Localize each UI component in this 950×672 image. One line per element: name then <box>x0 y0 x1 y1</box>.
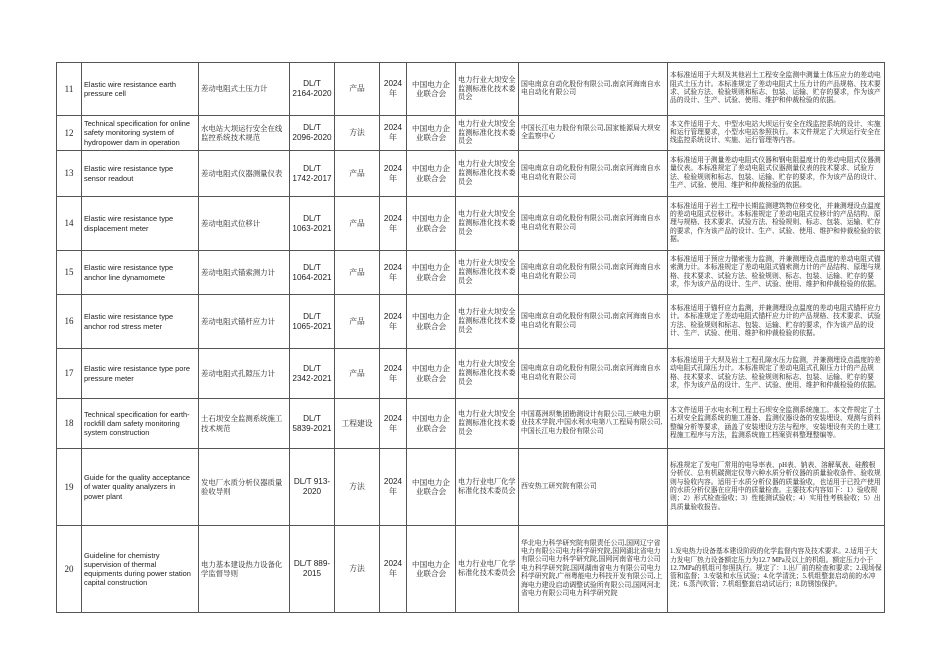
standard-type-cell: 产品 <box>335 197 380 251</box>
standard-type-cell: 方法 <box>335 449 380 526</box>
publishing-body-cell: 中国电力企业联合会 <box>407 295 456 349</box>
plan-year-cell: 2024年 <box>380 449 407 526</box>
technical-committee-cell: 电力行业大坝安全监测标准化技术委员会 <box>456 151 519 197</box>
standard-code-cell: DL/T 5839-2021 <box>290 399 335 449</box>
scope-description-cell: 本标准适用于大坝及岩土工程孔隙水压力监测，并兼测埋设点温度的差动电阻式孔隙压力计。本标准规定了差动电阻式孔隙压力计的产品规格、技术要求、试验方法、检验规则和标志、包装、运输、贮存的要求，作为该产品的设计、生产、试验、使用、维护和仲裁检验的依据。 <box>668 349 885 399</box>
table-row <box>57 251 885 295</box>
publishing-body-cell: 中国电力企业联合会 <box>407 349 456 399</box>
drafting-organizations-cell: 中国长江电力股份有限公司,国家能源局大坝安全监察中心 <box>519 116 668 151</box>
scope-description-cell: 本标准适用于大坝及其他岩土工程安全监测中测量土体压应力的差动电阻式土压力计。本标准规定了差动电阻式土压力计的产品规格、技术要求、试验方法、检验规则和标志、包装、运输、贮存的要求，作为该产品的设计、生产、试验、使用、维护和仲裁检验的依据。 <box>668 63 885 116</box>
row-number-cell: 15 <box>57 251 82 295</box>
chinese-title-cell: 差动电阻式锚索测力计 <box>199 251 290 295</box>
standard-code-cell: DL/T 1063-2021 <box>290 197 335 251</box>
english-title-cell: Guide for the quality acceptance of water quality analyzers in power plant <box>82 449 199 526</box>
standard-code-cell: DL/T 2164-2020 <box>290 63 335 116</box>
chinese-title-cell: 差动电阻式孔隙压力计 <box>199 349 290 399</box>
table-row <box>57 295 885 349</box>
drafting-organizations-cell: 国电南京自动化股份有限公司,南京河海南自水电自动化有限公司 <box>519 251 668 295</box>
plan-year-cell: 2024年 <box>380 63 407 116</box>
table-row <box>57 399 885 449</box>
row-number-cell: 11 <box>57 63 82 116</box>
technical-committee-cell: 电力行业电厂化学标准化技术委员会 <box>456 526 519 613</box>
drafting-organizations-cell: 西安热工研究院有限公司 <box>519 449 668 526</box>
publishing-body-cell: 中国电力企业联合会 <box>407 526 456 613</box>
row-number-cell: 16 <box>57 295 82 349</box>
table-row <box>57 197 885 251</box>
standard-type-cell: 产品 <box>335 295 380 349</box>
english-title-cell: Elastic wire resistance type sensor readout <box>82 151 199 197</box>
row-number-cell: 19 <box>57 449 82 526</box>
standard-type-cell: 工程建设 <box>335 399 380 449</box>
publishing-body-cell: 中国电力企业联合会 <box>407 151 456 197</box>
chinese-title-cell: 差动电阻式锚杆应力计 <box>199 295 290 349</box>
english-title-cell: Technical specification for earth-rockfill dam safety monitoring system construction <box>82 399 199 449</box>
standard-type-cell: 产品 <box>335 349 380 399</box>
chinese-title-cell: 差动电阻式仪器测量仪表 <box>199 151 290 197</box>
standard-type-cell: 产品 <box>335 63 380 116</box>
publishing-body-cell: 中国电力企业联合会 <box>407 449 456 526</box>
plan-year-cell: 2024年 <box>380 526 407 613</box>
standard-type-cell: 方法 <box>335 526 380 613</box>
standard-type-cell: 产品 <box>335 151 380 197</box>
plan-year-cell: 2024年 <box>380 151 407 197</box>
scope-description-cell: 本标准适用于预应力锚索张力监测，并兼测埋设点温度的差动电阻式锚索测力计。本标准规定了差动电阻式锚索测力计的产品结构、原理与规格、技术要求、试验方法、检验规则、标志、包装、运输、贮存的要求，作为该产品的设计、生产、试验、使用、维护和仲裁检验的依据。 <box>668 251 885 295</box>
chinese-title-cell: 发电厂水质分析仪器质量验收导则 <box>199 449 290 526</box>
plan-year-cell: 2024年 <box>380 116 407 151</box>
technical-committee-cell: 电力行业大坝安全监测标准化技术委员会 <box>456 295 519 349</box>
publishing-body-cell: 中国电力企业联合会 <box>407 116 456 151</box>
scope-description-cell: 本标准适用于测量差动电阻式仪器和钢电阻温度计的差动电阻式仪器测量仪表。本标准规定了差动电阻式仪器测量仪表的技术要求、试验方法、检验规则和标志、包装、运输、贮存的要求，作为该产品的设计、生产、试验、使用、维护和仲裁检验的依据。 <box>668 151 885 197</box>
table-row <box>57 116 885 151</box>
table-row <box>57 526 885 613</box>
scope-description-cell: 本文件适用于水电水利工程土石坝安全监测系统施工。本文件规定了土石坝安全监测系统的施工准备、监测仪器设备的安装埋设、观测与资料整编分析等要求，涵盖了安装埋设方法与程序，安装埋设有关的土建工程施工程序与方法，监测系统施工档案资料整理整编等。 <box>668 399 885 449</box>
standard-type-cell: 方法 <box>335 116 380 151</box>
standard-code-cell: DL/T 1065-2021 <box>290 295 335 349</box>
table-body <box>57 63 885 613</box>
plan-year-cell: 2024年 <box>380 197 407 251</box>
technical-committee-cell: 电力行业大坝安全监测标准化技术委员会 <box>456 197 519 251</box>
plan-year-cell: 2024年 <box>380 349 407 399</box>
drafting-organizations-cell: 华北电力科学研究院有限责任公司,国网辽宁省电力有限公司电力科学研究院,国网湖北省电力有限公司电力科学研究院,国网河南省电力公司电力科学研究院,国网湖南省电力有限公司电力科学研究院,广州粤能电力科技开发有限公司,上海电力建设启动调整试验所有限公司,国网河北省电力有限公司电力科学研究院 <box>519 526 668 613</box>
technical-committee-cell: 电力行业大坝安全监测标准化技术委员会 <box>456 251 519 295</box>
scope-description-cell: 1.发电热力设备基本建设阶段的化学监督内容及技术要求。2.适用于大力发电厂热力设备额定压力为12.7 MPa及以上的机组。额定压力小于12.7MPa的机组可参照执行。规定了：1.出厂前的检查和要求；2.现场保管和监督；3.安装和水压试验；4.化学清洗；5.机组整套启动前的水冲洗；6.蒸汽吹管；7.机组整套启动试运行；8.防锈蚀保护。 <box>668 526 885 613</box>
drafting-organizations-cell: 国电南京自动化股份有限公司,南京河海南自水电自动化有限公司 <box>519 63 668 116</box>
scope-description-cell: 本标准适用于锚杆应力监测，并兼测埋设点温度的差动电阻式锚杆应力计。本标准规定了差动电阻式锚杆应力计的产品规格、技术要求、试验方法、检验规则和标志、包装、运输、贮存的要求，作为该产品的设计、生产、试验、使用、维护和仲裁检验的依据。 <box>668 295 885 349</box>
english-title-cell: Elastic wire resistance type anchor rod stress meter <box>82 295 199 349</box>
standard-code-cell: DL/T 1064-2021 <box>290 251 335 295</box>
technical-committee-cell: 电力行业大坝安全监测标准化技术委员会 <box>456 116 519 151</box>
plan-year-cell: 2024年 <box>380 295 407 349</box>
publishing-body-cell: 中国电力企业联合会 <box>407 251 456 295</box>
chinese-title-cell: 电力基本建设热力设备化学监督导则 <box>199 526 290 613</box>
english-title-cell: Elastic wire resistance earth pressure cell <box>82 63 199 116</box>
publishing-body-cell: 中国电力企业联合会 <box>407 399 456 449</box>
table-row <box>57 449 885 526</box>
row-number-cell: 13 <box>57 151 82 197</box>
drafting-organizations-cell: 国电南京自动化股份有限公司,南京河海南自水电自动化有限公司 <box>519 197 668 251</box>
row-number-cell: 12 <box>57 116 82 151</box>
publishing-body-cell: 中国电力企业联合会 <box>407 63 456 116</box>
chinese-title-cell: 差动电阻式位移计 <box>199 197 290 251</box>
plan-year-cell: 2024年 <box>380 251 407 295</box>
drafting-organizations-cell: 中国葛洲坝集团勘测设计有限公司,三峡电力职业技术学院,中国水利水电第八工程局有限公司,中国长江电力股份有限公司 <box>519 399 668 449</box>
table-row <box>57 349 885 399</box>
drafting-organizations-cell: 国电南京自动化股份有限公司,南京河海南自水电自动化有限公司 <box>519 349 668 399</box>
publishing-body-cell: 中国电力企业联合会 <box>407 197 456 251</box>
scope-description-cell: 标准规定了发电厂常用的电导率表、pH表、钠表、溶解氧表、硅酸根分析仪、总有机碳测定仪等六种水质分析仪器的质量验收条件、验收规则与验收内容。适用于水质分析仪器的质量验收，也适用于已投产使用的水质分析仪器在应用中的质量检查。主要技术内容如下：1）验收规则；2）形式检查验收；3）性能测试验收；4）实用性考核验收；5）出具质量验收报告。 <box>668 449 885 526</box>
technical-committee-cell: 电力行业大坝安全监测标准化技术委员会 <box>456 399 519 449</box>
scope-description-cell: 本文件适用于大、中型水电站大坝运行安全在线监控系统的设计、实施和运行管理要求，小型水电站参照执行。本文件规定了大坝运行安全在线监控系统设计、实施、运行管理等内容。 <box>668 116 885 151</box>
english-title-cell: Elastic wire resistance type pore pressure meter <box>82 349 199 399</box>
drafting-organizations-cell: 国电南京自动化股份有限公司,南京河海南自水电自动化有限公司 <box>519 151 668 197</box>
standard-code-cell: DL/T 2342-2021 <box>290 349 335 399</box>
scope-description-cell: 本标准适用于岩土工程中长期监测建筑物位移变化，并兼测埋设点温度的差动电阻式位移计。本标准规定了差动电阻式位移计的产品结构、原理与规格、技术要求、试验方法、检验规则、标志、包装、运输、贮存的要求，作为该产品的设计、生产、试验、使用、维护和仲裁检验的依据。 <box>668 197 885 251</box>
standard-code-cell: DL/T 1742-2017 <box>290 151 335 197</box>
standards-table <box>56 62 885 613</box>
standard-code-cell: DL/T 913-2020 <box>290 449 335 526</box>
english-title-cell: Elastic wire resistance type anchor line dynamomete <box>82 251 199 295</box>
drafting-organizations-cell: 国电南京自动化股份有限公司,南京河海南自水电自动化有限公司 <box>519 295 668 349</box>
chinese-title-cell: 土石坝安全监测系统施工技术规范 <box>199 399 290 449</box>
standard-code-cell: DL/T 889-2015 <box>290 526 335 613</box>
chinese-title-cell: 差动电阻式土压力计 <box>199 63 290 116</box>
table-row <box>57 151 885 197</box>
standard-type-cell: 产品 <box>335 251 380 295</box>
english-title-cell: Guideline for chemistry supervision of thermal equipments during power station capital construction <box>82 526 199 613</box>
row-number-cell: 14 <box>57 197 82 251</box>
english-title-cell: Elastic wire resistance type displacement meter <box>82 197 199 251</box>
row-number-cell: 20 <box>57 526 82 613</box>
row-number-cell: 17 <box>57 349 82 399</box>
english-title-cell: Technical specification for online safety monitoring system of hydropower dam in operation <box>82 116 199 151</box>
technical-committee-cell: 电力行业大坝安全监测标准化技术委员会 <box>456 63 519 116</box>
plan-year-cell: 2024年 <box>380 399 407 449</box>
table-row <box>57 63 885 116</box>
standard-code-cell: DL/T 2096-2020 <box>290 116 335 151</box>
technical-committee-cell: 电力行业大坝安全监测标准化技术委员会 <box>456 349 519 399</box>
row-number-cell: 18 <box>57 399 82 449</box>
technical-committee-cell: 电力行业电厂化学标准化技术委员会 <box>456 449 519 526</box>
chinese-title-cell: 水电站大坝运行安全在线监控系统技术规范 <box>199 116 290 151</box>
